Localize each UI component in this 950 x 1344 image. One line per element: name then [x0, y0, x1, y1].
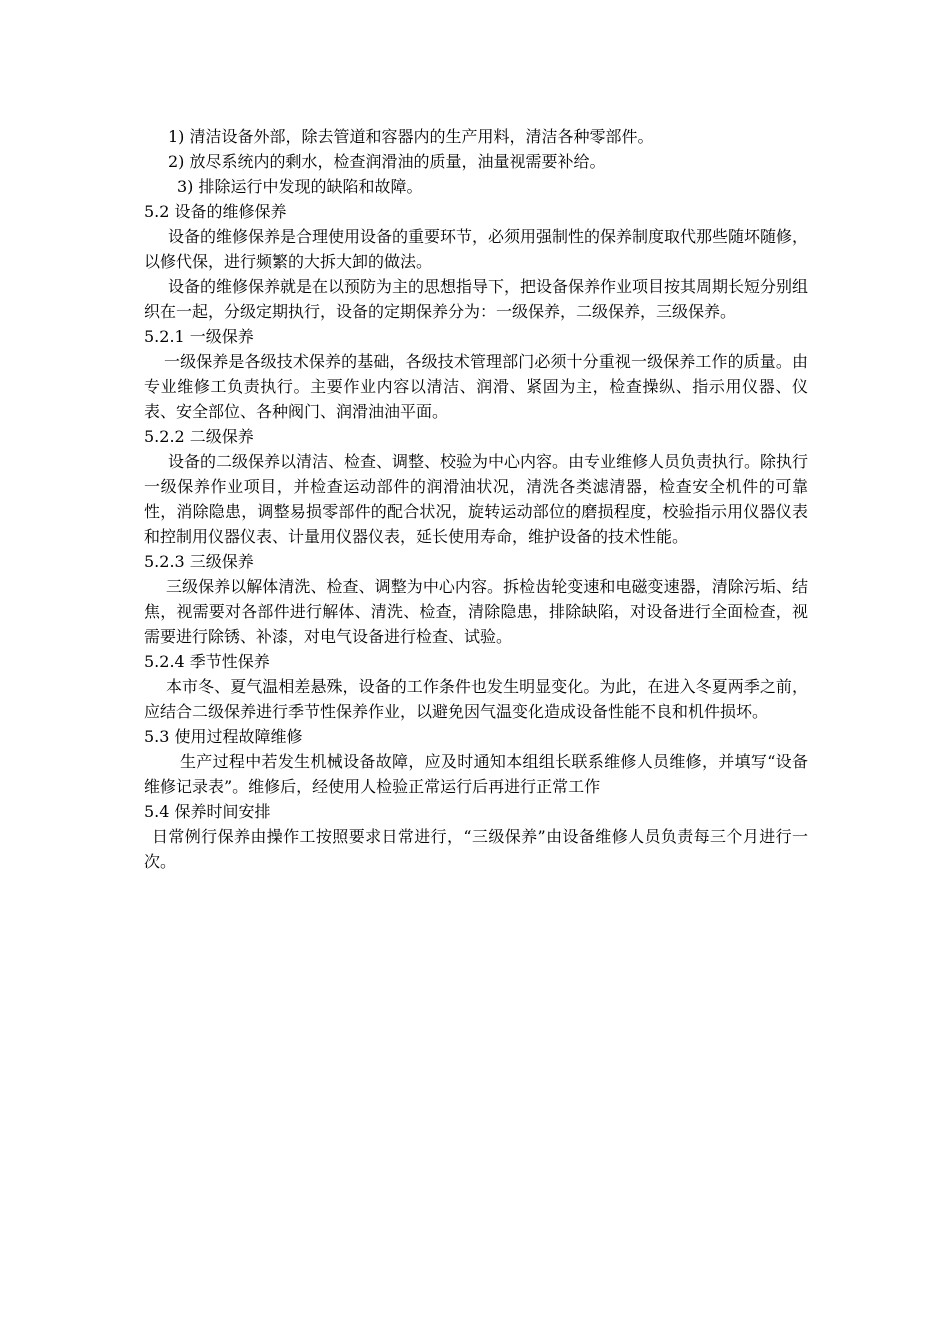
paragraph-5-2-1: 一级保养是各级技术保养的基础，各级技术管理部门必须十分重视一级保养工作的质量。由专业维修工负责执行。主要作业内容以清洁、润滑、紧固为主，检查操纵、指示用仪器、仪表、安全部位、各种阀门、润滑油油平面。 [144, 352, 808, 421]
step-3: 3) 排除运行中发现的缺陷和故障。 [177, 177, 423, 196]
document-body [144, 124, 808, 874]
heading-5-2-4: 5.2.4 季节性保养 [144, 652, 270, 671]
step-2: 2) 放尽系统内的剩水，检查润滑油的质量，油量视需要补给。 [168, 152, 606, 171]
heading-5-2-2: 5.2.2 二级保养 [144, 427, 254, 446]
heading-5-2-1: 5.2.1 一级保养 [144, 327, 254, 346]
paragraph-5-4: 日常例行保养由操作工按照要求日常进行，“三级保养”由设备维修人员负责每三个月进行一次。 [144, 827, 808, 871]
paragraph-5-2-2: 设备的二级保养以清洁、检查、调整、校验为中心内容。由专业维修人员负责执行。除执行一级保养作业项目，并检查运动部件的润滑油状况，清洗各类滤清器，检查安全机件的可靠性，消除隐患，调整易损零部件的配合状况，旋转运动部位的磨损程度，校验指示用仪器仪表和控制用仪器仪表、计量用仪器仪表，延长使用寿命，维护设备的技术性能。 [144, 452, 809, 546]
heading-5-4: 5.4 保养时间安排 [144, 802, 271, 821]
paragraph-5-2-a: 设备的维修保养是合理使用设备的重要环节，必须用强制性的保养制度取代那些随坏随修，以修代保，进行频繁的大拆大卸的做法。 [144, 227, 809, 271]
paragraph-5-2-b: 设备的维修保养就是在以预防为主的思想指导下，把设备保养作业项目按其周期长短分别组织在一起，分级定期执行，设备的定期保养分为：一级保养，二级保养，三级保养。 [144, 277, 809, 321]
step-1: 1) 清洁设备外部，除去管道和容器内的生产用料，清洁各种零部件。 [168, 127, 654, 146]
paragraph-5-2-3: 三级保养以解体清洗、检查、调整为中心内容。拆检齿轮变速和电磁变速器，清除污垢、结焦，视需要对各部件进行解体、清洗、检查，清除隐患，排除缺陷，对设备进行全面检查，视需要进行除锈、补漆，对电气设备进行检查、试验。 [144, 577, 808, 646]
heading-5-3: 5.3 使用过程故障维修 [144, 727, 303, 746]
heading-5-2: 5.2 设备的维修保养 [144, 202, 287, 221]
paragraph-5-3: 生产过程中若发生机械设备故障，应及时通知本组组长联系维修人员维修，并填写“设备维修记录表”。维修后，经使用人检验正常运行后再进行正常工作 [144, 752, 808, 796]
heading-5-2-3: 5.2.3 三级保养 [144, 552, 254, 571]
paragraph-5-2-4: 本市冬、夏气温相差悬殊，设备的工作条件也发生明显变化。为此，在进入冬夏两季之前，应结合二级保养进行季节性保养作业，以避免因气温变化造成设备性能不良和机件损坏。 [144, 677, 808, 721]
